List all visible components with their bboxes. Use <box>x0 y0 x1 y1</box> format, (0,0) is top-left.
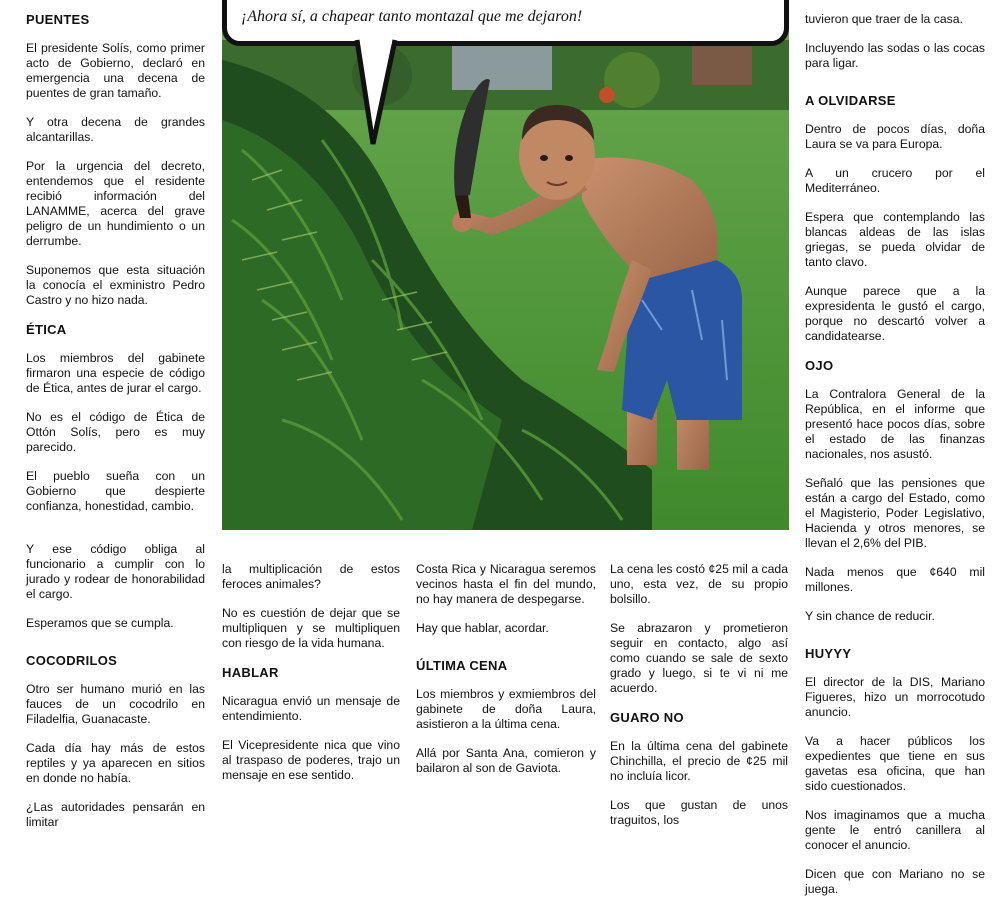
photo-man-with-machete <box>222 0 789 530</box>
paragraph: En la última cena del gabinete Chinchilla, el precio de ¢25 mil no incluía licor. <box>610 739 788 783</box>
paragraph: Costa Rica y Nicaragua seremos vecinos hasta el fin del mundo, no hay manera de despegarse. <box>416 562 596 606</box>
paragraph: Esperamos que se cumpla. <box>26 616 174 630</box>
paragraph: Espera que contemplando las blancas aldeas de las islas griegas, se pueda olvidar de tanto clavo. <box>805 210 985 269</box>
paragraph: Hay que hablar, acordar. <box>416 621 549 635</box>
heading-ultima-cena: ÚLTIMA CENA <box>416 658 508 673</box>
paragraph: Los miembros del gabinete firmaron una especie de código de Ética, antes de jurar el cargo. <box>26 351 205 395</box>
paragraph: Va a hacer públicos los expedientes que tiene en sus gavetas esa oficina, que han sido cuestionados. <box>805 734 985 793</box>
paragraph: tuvieron que traer de la casa. <box>805 12 963 26</box>
paragraph: Incluyendo las sodas o las cocas para ligar. <box>805 41 985 70</box>
heading-huyyy: HUYYY <box>805 646 852 661</box>
bubble-text: ¡Ahora sí, a chapear tanto montazal que me dejaron! <box>241 8 583 25</box>
paragraph: Dentro de pocos días, doña Laura se va para Europa. <box>805 122 985 151</box>
bottom-column-2 <box>416 562 596 790</box>
heading-guaro-no: GUARO NO <box>610 710 684 725</box>
paragraph: Nos imaginamos que a mucha gente le entró canillera al conocer el anuncio. <box>805 808 985 852</box>
left-column <box>26 12 205 844</box>
paragraph: Y ese código obliga al funcionario a cumplir con lo jurado y rodear de honorabilidad el cargo. <box>26 542 205 601</box>
right-column <box>805 12 985 911</box>
paragraph: Y sin chance de reducir. <box>805 609 935 623</box>
paragraph: Allá por Santa Ana, comieron y bailaron al son de Gaviota. <box>416 746 596 775</box>
paragraph: Y otra decena de grandes alcantarillas. <box>26 115 205 144</box>
paragraph: No es cuestión de dejar que se multipliquen y se multipliquen con riesgo de la vida humana. <box>222 606 400 650</box>
paragraph: El Vicepresidente nica que vino al traspaso de poderes, trajo un mensaje en ese sentido. <box>222 738 400 782</box>
heading-a-olvidarse: A OLVIDARSE <box>805 93 896 108</box>
paragraph: Los miembros y exmiembros del gabinete de doña Laura, asistieron a la última cena. <box>416 687 596 731</box>
paragraph: Los que gustan de unos traguitos, los <box>610 798 788 827</box>
paragraph: Suponemos que esta situación la conocía el exministro Pedro Castro y no hizo nada. <box>26 263 205 307</box>
paragraph: Cada día hay más de estos reptiles y ya aparecen en sitios en donde no había. <box>26 741 205 785</box>
paragraph: Nada menos que ¢640 mil millones. <box>805 565 985 594</box>
paragraph: ¿Las autoridades pensarán en limitar <box>26 800 205 829</box>
paragraph: Aunque parece que a la expresidenta le gustó el cargo, porque no descartó volver a candidatearse. <box>805 284 985 343</box>
paragraph: Se abrazaron y prometieron seguir en contacto, algo así como cuando se sale de sexto grado y luego, si te vi ni me acuerdo. <box>610 621 788 695</box>
paragraph: Por la urgencia del decreto, entendemos que el residente recibió información del LANAMME, acerca del grave peligro de un hundimiento o un derrumbe. <box>26 159 205 248</box>
heading-puentes: PUENTES <box>26 12 90 27</box>
paragraph: La Contralora General de la República, en el informe que presentó hace pocos días, sobre el estado de las finanzas nacionales, nos asustó. <box>805 387 985 461</box>
speech-bubble <box>222 0 789 46</box>
paragraph: No es el código de Ética de Ottón Solís, pero es muy parecido. <box>26 410 205 454</box>
paragraph: Dicen que con Mariano no se juega. <box>805 867 985 896</box>
heading-etica: ÉTICA <box>26 322 67 337</box>
bubble-tail <box>355 40 397 146</box>
paragraph: El presidente Solís, como primer acto de Gobierno, declaró en emergencia una decena de puentes de gran tamaño. <box>26 41 205 100</box>
heading-hablar: HABLAR <box>222 665 279 680</box>
paragraph: Señaló que las pensiones que están a cargo del Estado, como el Magisterio, Poder Legislativo, Hacienda y otros menores, se llevan el 2,6% del PIB. <box>805 476 985 550</box>
heading-cocodrilos: COCODRILOS <box>26 653 118 668</box>
bottom-column-3 <box>610 562 788 842</box>
paragraph: Otro ser humano murió en las fauces de un cocodrilo en Filadelfia, Guanacaste. <box>26 682 205 726</box>
paragraph: A un crucero por el Mediterráneo. <box>805 166 985 195</box>
paragraph: la multiplicación de estos feroces animales? <box>222 562 400 591</box>
paragraph: El director de la DIS, Mariano Figueres, hizo un morrocotudo anuncio. <box>805 675 985 719</box>
paragraph: Nicaragua envió un mensaje de entendimiento. <box>222 694 400 723</box>
heading-ojo: OJO <box>805 358 834 373</box>
paragraph: El pueblo sueña con un Gobierno que despierte confianza, honestidad, cambio. <box>26 469 205 513</box>
bottom-column-1 <box>222 562 400 797</box>
paragraph: La cena les costó ¢25 mil a cada uno, esta vez, de su propio bolsillo. <box>610 562 788 606</box>
